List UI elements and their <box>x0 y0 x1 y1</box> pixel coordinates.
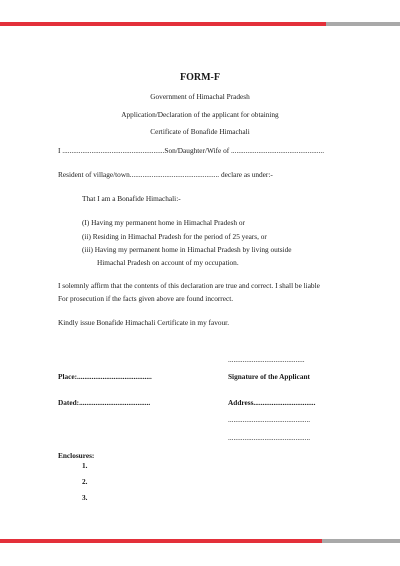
bottom-bar-red-segment <box>0 539 322 543</box>
condition-item-2: (ii) Residing in Himachal Pradesh for the period of 25 years, or <box>82 232 267 241</box>
condition-item-3: (iii) Having my permanent home in Himachal Pradesh by living outside <box>82 245 292 254</box>
dated-field: Dated:....................................... <box>58 398 151 407</box>
enclosure-item-1: 1. <box>82 461 88 470</box>
top-decorative-bar <box>0 22 400 26</box>
address-line-3: ............................................. <box>228 433 311 442</box>
address-field: Address.................................. <box>228 398 316 407</box>
enclosure-item-3: 3. <box>82 493 88 502</box>
bottom-bar-gray-segment <box>322 539 400 543</box>
header-application: Application/Declaration of the applicant for obtaining <box>121 110 279 119</box>
condition-item-1: (I) Having my permanent home in Himachal Pradesh or <box>82 218 245 227</box>
name-line: I ........................................................Son/Daughter/Wife of ................................................... <box>58 146 325 155</box>
request-line: Kindly issue Bonafide Himachali Certificate in my favour. <box>58 318 230 327</box>
top-bar-gray-segment <box>326 22 400 26</box>
bottom-decorative-bar <box>0 539 400 543</box>
header-certificate: Certificate of Bonafide Himachali <box>150 127 250 136</box>
resident-line: Resident of village/town................................................. declare as under:- <box>58 170 273 179</box>
enclosures-label: Enclosures: <box>58 451 95 460</box>
statement-intro: That I am a Bonafide Himachali:- <box>82 194 181 203</box>
address-line-2: ............................................. <box>228 415 311 424</box>
place-field: Place:......................................... <box>58 372 152 381</box>
top-bar-red-segment <box>0 22 326 26</box>
affirmation-line-1: I solemnly affirm that the contents of this declaration are true and correct. I shall be liable <box>58 281 320 290</box>
signature-line: .......................................... <box>228 355 305 364</box>
form-title: FORM-F <box>180 72 220 83</box>
condition-item-3-continued: Himachal Pradesh on account of my occupation. <box>97 258 239 267</box>
header-government: Government of Himachal Pradesh <box>150 92 250 101</box>
enclosure-item-2: 2. <box>82 477 88 486</box>
signature-label: Signature of the Applicant <box>228 372 310 381</box>
affirmation-line-2: For prosecution if the facts given above are found incorrect. <box>58 294 234 303</box>
